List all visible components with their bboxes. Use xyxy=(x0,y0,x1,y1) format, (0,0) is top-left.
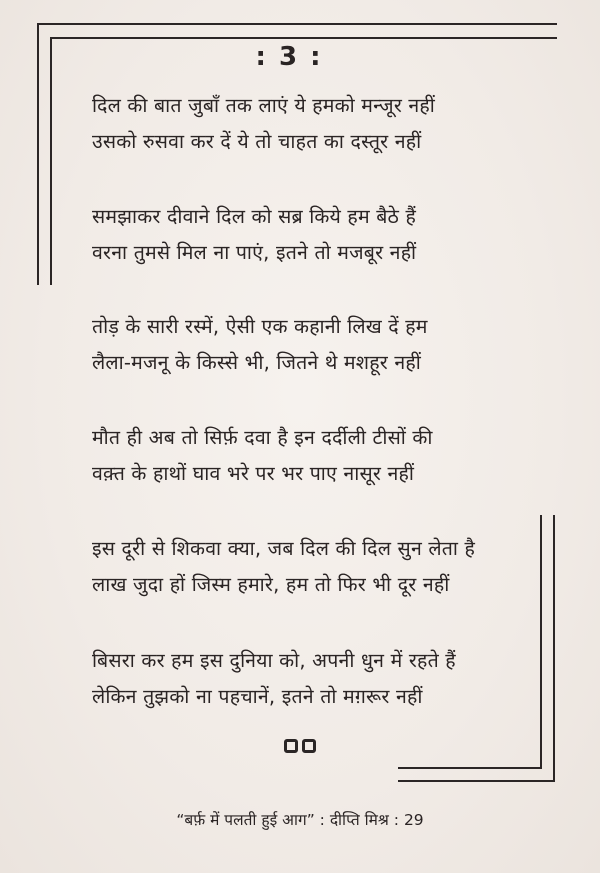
square-ornament-icon xyxy=(284,739,298,753)
stanza-line: लाख जुदा हों जिस्म हमारे, हम तो फिर भी दूर नहीं xyxy=(92,573,450,596)
frame-right-outer-line xyxy=(553,515,555,782)
stanza-2 xyxy=(92,199,512,271)
poem-end-ornament xyxy=(284,739,316,753)
stanza-line: लेकिन तुझको ना पहचानें, इतने तो मग़रूर नहीं xyxy=(92,685,423,708)
frame-top-outer-line xyxy=(37,23,557,25)
stanza-line: समझाकर दीवाने दिल को सब्र किये हम बैठे हैं xyxy=(92,205,417,228)
stanza-line: तोड़ के सारी रस्में, ऐसी एक कहानी लिख दें हम xyxy=(92,315,428,338)
stanza-line: लैला-मजनू के किस्से भी, जितने थे मशहूर नहीं xyxy=(92,351,421,374)
stanza-line: इस दूरी से शिकवा क्या, जब दिल की दिल सुन लेता है xyxy=(92,537,476,560)
stanza-5 xyxy=(92,531,512,603)
frame-right-inner-line xyxy=(540,515,542,769)
poem-number: : 3 : xyxy=(255,42,323,72)
stanza-line: बिसरा कर हम इस दुनिया को, अपनी धुन में रहते हैं xyxy=(92,649,456,672)
stanza-line: दिल की बात जुबाँ तक लाएं ये हमको मन्जूर नहीं xyxy=(92,94,436,117)
stanza-line: वक़्त के हाथों घाव भरे पर भर पाए नासूर नहीं xyxy=(92,462,415,485)
frame-top-inner-line xyxy=(50,37,557,39)
page-footer: “बर्फ़ में पलती हुई आग” : दीप्ति मिश्र : 29 xyxy=(176,811,424,829)
stanza-line: उसको रुसवा कर दें ये तो चाहत का दस्तूर नहीं xyxy=(92,130,422,153)
frame-bottom-outer-line xyxy=(398,780,555,782)
stanza-3 xyxy=(92,309,512,381)
stanza-4 xyxy=(92,420,512,492)
stanza-6 xyxy=(92,643,512,715)
frame-left-inner-line xyxy=(50,37,52,285)
stanza-1 xyxy=(92,88,512,160)
stanza-line: वरना तुमसे मिल ना पाएं, इतने तो मजबूर नहीं xyxy=(92,241,417,264)
frame-bottom-inner-line xyxy=(398,767,542,769)
square-ornament-icon xyxy=(302,739,316,753)
stanza-line: मौत ही अब तो सिर्फ़ दवा है इन दर्दीली टीसों की xyxy=(92,426,433,449)
